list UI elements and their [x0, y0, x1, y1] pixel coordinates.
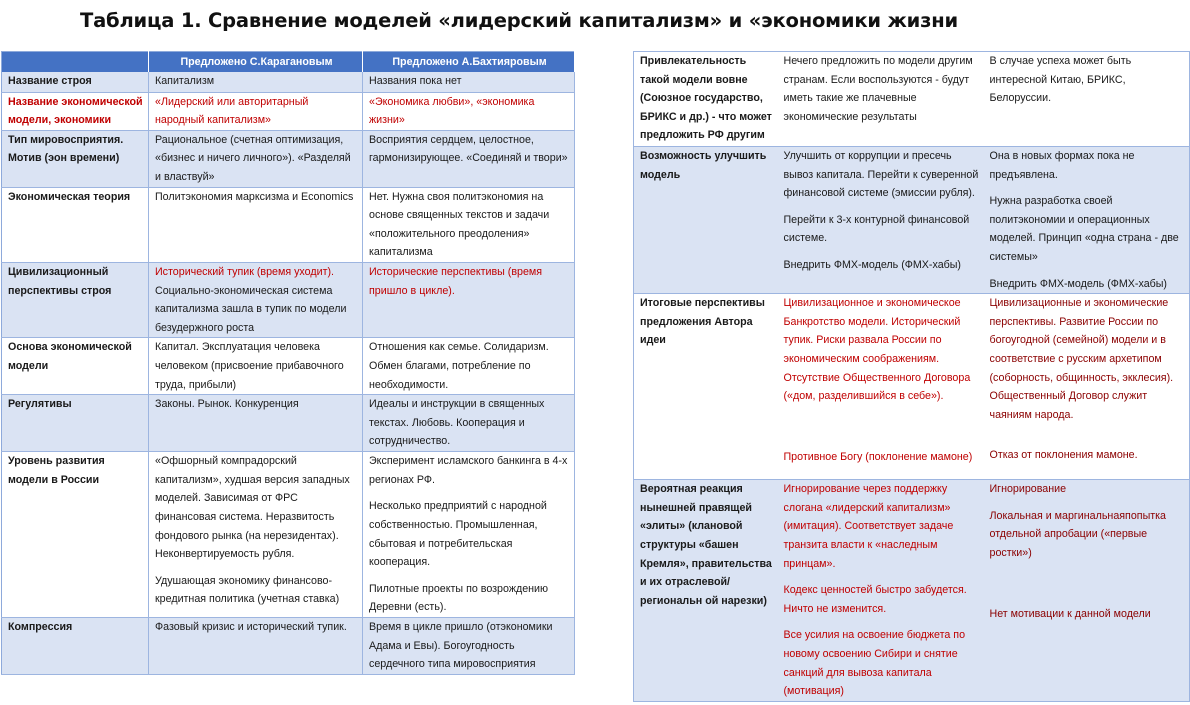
table-row [634, 52, 1190, 147]
karaganov-text: Удушающая экономику финансово-кредитная политика (учетная ставка) [155, 574, 340, 606]
karaganov-cell: Капитал. Эксплуатация человека человеком (присвоение прибавочного труда, прибыли) [149, 338, 363, 395]
row-label: Регулятивы [2, 395, 149, 452]
table-row [2, 263, 575, 338]
header-empty [2, 52, 149, 73]
header-karaganov: Предложено С.Карагановым [149, 52, 363, 73]
row-label: Компрессия [2, 618, 149, 675]
bakhtiyarov-cell: «Экономика любви», «экономика жизни» [363, 92, 575, 130]
karaganov-text: Исторический тупик (время уходит). [155, 266, 334, 279]
table-row [2, 395, 575, 452]
page-title: Таблица 1. Сравнение моделей «лидерский капитализм» и «экономики жизни [80, 9, 958, 32]
table-row [634, 147, 1190, 294]
row-label: Цивилизационный перспективы строя [2, 263, 149, 338]
table-row [2, 92, 575, 130]
karaganov-cell [778, 294, 984, 480]
row-label: Название экономической модели, экономики [2, 92, 149, 130]
row-label: Итоговые перспективы предложения Автора идеи [634, 294, 778, 480]
table-row [2, 338, 575, 395]
karaganov-cell [149, 452, 363, 618]
karaganov-cell [778, 480, 984, 702]
bakhtiyarov-text: Внедрить ФМХ-модель (ФМХ-хабы) [989, 277, 1167, 290]
bakhtiyarov-text: Локальная и маргинальнаяпопытка отдельной апробации («первые ростки») [989, 509, 1166, 559]
bakhtiyarov-text: Цивилизационные и экономические перспективы. Развитие России по богоугодной (семейной) модели и в соответствие с русским архетипом (соборность, общинность, экклесия). Общественный Договор служит чаяниям народа. [989, 297, 1174, 421]
karaganov-text: Все усилия на освоение бюджета по новому освоению Сибири и снятие санкций для вывоза капитала (мотивация) [783, 629, 966, 698]
karaganov-text: Игнорирование через поддержку слогана «лидерский капитализм» (имитация). Соответствует задаче транзита власти к «наследным принцам». [783, 483, 954, 570]
karaganov-cell: Фазовый кризис и исторический тупик. [149, 618, 363, 675]
karaganov-text: Цивилизационное и экономическое Банкротство модели. Исторический тупик. Риски развала России по экономическим соображениям. Отсутствие Общественного Договора («дом, разделившийся в себе»). [783, 297, 971, 403]
karaganov-text: Улучшить от коррупции и пресечь вывоз капитала. Перейти к суверенной финансовой системе (эмиссии рубля). [783, 150, 979, 200]
row-label: Возможность улучшить модель [634, 147, 778, 294]
header-bakhtiyarov: Предложено А.Бахтияровым [363, 52, 575, 73]
bakhtiyarov-text: Она в новых формах пока не предъявлена. [989, 150, 1135, 181]
bakhtiyarov-cell [363, 452, 575, 618]
bakhtiyarov-cell: Нет. Нужна своя политэкономия на основе священных текстов и задачи «положительного преодоления» капитализма [363, 187, 575, 262]
row-label: Уровень развития модели в России [2, 452, 149, 618]
bakhtiyarov-cell: Отношения как семье. Солидаризм. Обмен благами, потребление по необходимости. [363, 338, 575, 395]
karaganov-cell: Капитализм [149, 72, 363, 92]
karaganov-cell: Политэкономия марксизма и Economics [149, 187, 363, 262]
karaganov-cell: Рациональное (счетная оптимизация, «бизнес и ничего личного»). «Разделяй и властвуй» [149, 130, 363, 187]
bakhtiyarov-cell: В случае успеха может быть интересной Китаю, БРИКС, Белоруссии. [984, 52, 1190, 147]
bakhtiyarov-text: Эксперимент исламского банкинга в 4-х регионах РФ. [369, 455, 568, 486]
table-row [2, 452, 575, 618]
bakhtiyarov-text: Пилотные проекты по возрождению Деревни (есть). [369, 582, 549, 614]
karaganov-text: «Офшорный компрадорский капитализм», худшая версия западных моделей. Зависимая от ФРС финансовая система. Неразвитость фондового рынка (на нерезидентах). Неконвертируемость рубля. [155, 455, 350, 561]
bakhtiyarov-cell: Названия пока нет [363, 72, 575, 92]
bakhtiyarov-cell [984, 294, 1190, 480]
karaganov-text: Противное Богу (поклонение мамоне) [783, 450, 973, 463]
bakhtiyarov-cell [984, 480, 1190, 702]
bakhtiyarov-cell: Восприятия сердцем, целостное, гармонизирующее. «Соединяй и твори» [363, 130, 575, 187]
bakhtiyarov-cell: Время в цикле пришло (отэкономики Адама и Евы). Богоугодность сердечного типа мировосприятия [363, 618, 575, 675]
comparison-table-left [1, 51, 575, 675]
row-label: Тип мировосприятия. Мотив (эон времени) [2, 130, 149, 187]
row-label: Название строя [2, 72, 149, 92]
karaganov-text: Социально-экономическая система капитализма зашла в тупик по модели безудержного роста [155, 284, 347, 334]
comparison-table-right [633, 51, 1190, 702]
karaganov-text: Внедрить ФМХ-модель (ФМХ-хабы) [783, 258, 961, 271]
table-row [2, 187, 575, 262]
row-label: Привлекательность такой модели вовне (Союзное государство, БРИКС и др.) - что может предложить РФ другим [634, 52, 778, 147]
bakhtiyarov-text: Несколько предприятий с народной собственностью. Промышленная, сбытовая и потребительская кооперация. [369, 500, 547, 569]
table-row [634, 294, 1190, 480]
row-label: Вероятная реакция нынешней правящей «элиты» (клановой структуры «башен Кремля», правительства и их отраслевой/региональн ой нарезки) [634, 480, 778, 702]
karaganov-cell: Нечего предложить по модели другим странам. Если воспользуются - будут иметь такие же плачевные экономические результаты [778, 52, 984, 147]
table-header-row [2, 52, 575, 73]
bakhtiyarov-text: Отказ от поклонения мамоне. [989, 449, 1138, 462]
table-row [2, 130, 575, 187]
bakhtiyarov-text: Нет мотивации к данной модели [989, 607, 1151, 620]
bakhtiyarov-cell: Исторические перспективы (время пришло в цикле). [363, 263, 575, 338]
table-row [2, 618, 575, 675]
bakhtiyarov-cell: Идеалы и инструкции в священных текстах. Любовь. Кооперация и сотрудничество. [363, 395, 575, 452]
karaganov-cell: Законы. Рынок. Конкуренция [149, 395, 363, 452]
karaganov-text: Перейти к 3-х контурной финансовой системе. [783, 213, 970, 245]
bakhtiyarov-text: Нужна разработка своей политэкономии и операционных моделей. Принцип «одна страна - две системы» [989, 195, 1179, 263]
bakhtiyarov-text: Игнорирование [989, 483, 1067, 496]
table-row [2, 72, 575, 92]
table-row [634, 480, 1190, 702]
row-label: Основа экономической модели [2, 338, 149, 395]
karaganov-cell: «Лидерский или авторитарный народный капитализм» [149, 92, 363, 130]
row-label: Экономическая теория [2, 187, 149, 262]
karaganov-cell [149, 263, 363, 338]
bakhtiyarov-cell [984, 147, 1190, 294]
karaganov-text: Кодекс ценностей быстро забудется. Ничто не изменится. [783, 584, 967, 615]
karaganov-cell [778, 147, 984, 294]
